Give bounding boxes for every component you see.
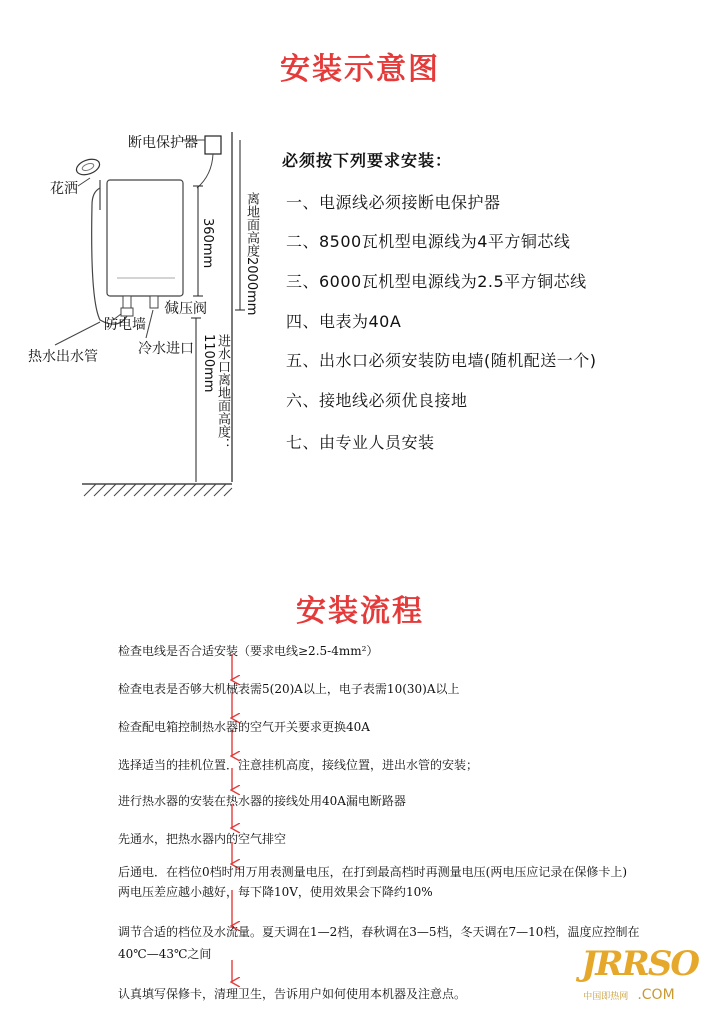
requirement-item: 二、8500瓦机型电源线为4平方铜芯线 <box>286 232 571 251</box>
logo-subtitle: 中国即热网 <box>583 992 629 1002</box>
process-step: 检查电表是否够大机械表需5(20)A以上，电子表需10(30)A以上 <box>118 682 460 696</box>
requirement-item: 五、出水口必须安装防电墙(随机配送一个) <box>286 351 597 370</box>
process-step: 认真填写保修卡，清理卫生，告诉用户如何使用本机器及注意点。 <box>118 987 467 1001</box>
anti-shock-label: 防电墙 <box>104 317 146 333</box>
requirement-item: 六、接地线必须优良接地 <box>286 391 468 410</box>
requirements-heading: 必须按下列要求安装： <box>282 151 453 170</box>
shower-label: 花洒 <box>50 181 78 197</box>
dim-360-label: 360mm <box>200 218 215 269</box>
requirement-item: 三、6000瓦机型电源线为2.5平方铜芯线 <box>286 272 587 291</box>
process-step: 进行热水器的安装在热水器的接线处用40A漏电断路器 <box>118 794 406 808</box>
diagram-title: 安装示意图 <box>280 52 440 87</box>
logo-domain: .COM <box>637 987 675 1003</box>
jrrso-logo <box>581 944 698 1003</box>
process-step: 后通电．在档位0档时用万用表测量电压，在打到最高档时再测量电压(两电压应记录在保修卡上) <box>118 865 628 879</box>
inlet-height-label: 进水口离地面高度： 1100mm <box>201 334 230 451</box>
requirement-item: 七、由专业人员安装 <box>286 433 435 452</box>
process-step: 选择适当的挂机位置．注意挂机高度，接线位置，进出水管的安装； <box>118 758 479 772</box>
breaker-label: 断电保护器 <box>128 135 198 151</box>
hot-pipe-label: 热水出水管 <box>28 349 98 365</box>
process-step: 检查电线是否合适安装（要求电线≥2.5-4mm²） <box>118 644 379 658</box>
process-step: 调节合适的档位及水流量。夏天调在1—2档，春秋调在3—5档，冬天调在7—10档，温度应控制在 <box>118 925 640 939</box>
process-step: 两电压差应越小越好，每下降10V，使用效果会下降约10% <box>118 885 433 899</box>
process-step: 检查配电箱控制热水器的空气开关要求更换40A <box>118 720 370 734</box>
process-step: 40℃—43℃之间 <box>118 947 212 961</box>
process-title: 安装流程 <box>296 594 424 629</box>
logo-text: JRRSO <box>581 944 698 984</box>
height-2000-label: 离地面高度2000mm <box>244 192 259 316</box>
pressure-valve-label: 减压阀 <box>165 301 207 317</box>
cold-inlet-label: 冷水进口 <box>138 341 194 357</box>
requirement-item: 四、电表为40A <box>286 312 402 331</box>
requirement-item: 一、电源线必须接断电保护器 <box>286 193 501 212</box>
process-step: 先通水，把热水器内的空气排空 <box>118 832 287 846</box>
